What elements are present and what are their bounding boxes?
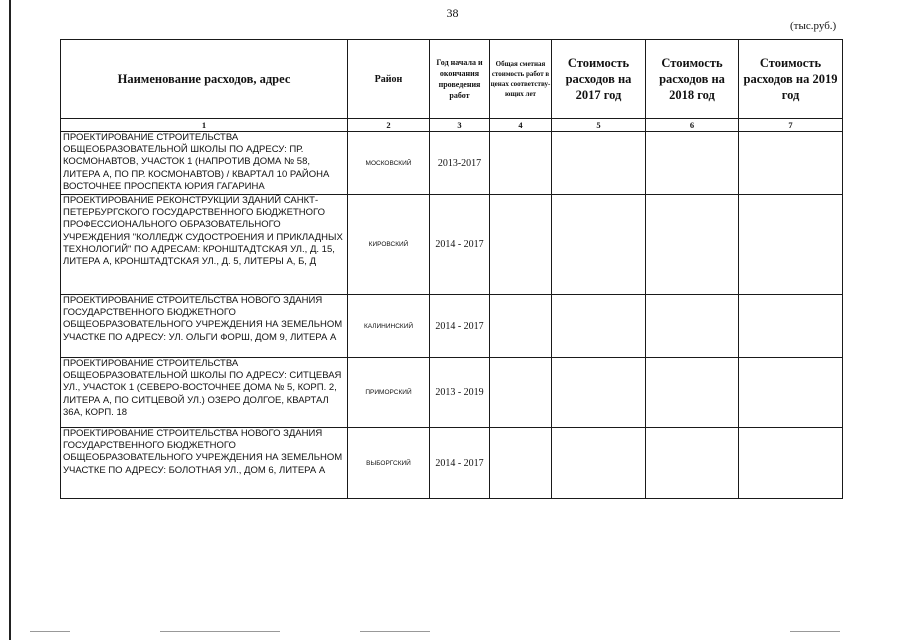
row-district: ВЫБОРГСКИЙ bbox=[348, 428, 430, 499]
row-years: 2014 - 2017 bbox=[430, 295, 490, 358]
row-total-cost bbox=[490, 195, 552, 295]
row-years: 2014 - 2017 bbox=[430, 195, 490, 295]
row-name: ПРОЕКТИРОВАНИЕ СТРОИТЕЛЬСТВА ОБЩЕОБРАЗОВАТЕЛЬНОЙ ШКОЛЫ ПО АДРЕСУ: СИТЦЕВАЯ УЛ., УЧАСТОК 1 (СЕВЕРО-ВОСТОЧНЕЕ ДОМА № 5, КОРП. 2, ЛИТЕРА А, ПО СИТЦЕВОЙ УЛ.) ОЗЕРО ДОЛГОЕ, КВАРТАЛ 36А, КОРП. 18 bbox=[61, 358, 348, 428]
row-total-cost bbox=[490, 132, 552, 195]
table-row bbox=[61, 132, 843, 195]
column-number: 5 bbox=[552, 119, 646, 132]
page-number: 38 bbox=[446, 6, 459, 20]
row-years: 2013-2017 bbox=[430, 132, 490, 195]
row-cost-2017 bbox=[552, 428, 646, 499]
table-row bbox=[61, 428, 843, 499]
row-cost-2018 bbox=[646, 358, 739, 428]
row-district: МОСКОВСКИЙ bbox=[348, 132, 430, 195]
column-number-row bbox=[61, 119, 843, 132]
header-cost-2017: Стоимость расходов на 2017 год bbox=[552, 40, 646, 119]
row-cost-2017 bbox=[552, 195, 646, 295]
row-years: 2013 - 2019 bbox=[430, 358, 490, 428]
header-name: Наименование расходов, адрес bbox=[61, 40, 348, 119]
column-number: 7 bbox=[739, 119, 843, 132]
row-years: 2014 - 2017 bbox=[430, 428, 490, 499]
row-name: ПРОЕКТИРОВАНИЕ РЕКОНСТРУКЦИИ ЗДАНИЙ САНКТ-ПЕТЕРБУРГСКОГО ГОСУДАРСТВЕННОГО БЮДЖЕТНОГО ПРОФЕССИОНАЛЬНОГО ОБРАЗОВАТЕЛЬНОГО УЧРЕЖДЕНИЯ "КОЛЛЕДЖ СУДОСТРОЕНИЯ И ПРИКЛАДНЫХ ТЕХНОЛОГИЙ" ПО АДРЕСАМ: КРОНШТАДТСКАЯ УЛ., Д. 15, ЛИТЕРА А, КРОНШТАДТСКАЯ УЛ., Д. 5, ЛИТЕРЫ А, Б, Д bbox=[61, 195, 348, 295]
scan-noise-mark bbox=[30, 631, 70, 632]
column-number: 4 bbox=[490, 119, 552, 132]
row-cost-2018 bbox=[646, 295, 739, 358]
header-cost-2018: Стоимость расходов на 2018 год bbox=[646, 40, 739, 119]
row-district: ПРИМОРСКИЙ bbox=[348, 358, 430, 428]
row-cost-2017 bbox=[552, 132, 646, 195]
row-cost-2019 bbox=[739, 358, 843, 428]
row-cost-2018 bbox=[646, 195, 739, 295]
row-total-cost bbox=[490, 295, 552, 358]
row-cost-2017 bbox=[552, 358, 646, 428]
row-cost-2019 bbox=[739, 295, 843, 358]
column-number: 1 bbox=[61, 119, 348, 132]
row-name: ПРОЕКТИРОВАНИЕ СТРОИТЕЛЬСТВА НОВОГО ЗДАНИЯ ГОСУДАРСТВЕННОГО БЮДЖЕТНОГО ОБЩЕОБРАЗОВАТЕЛЬНОГО УЧРЕЖДЕНИЯ НА ЗЕМЕЛЬНОМ УЧАСТКЕ ПО АДРЕСУ: УЛ. ОЛЬГИ ФОРШ, ДОМ 9, ЛИТЕРА А bbox=[61, 295, 348, 358]
row-district: КАЛИНИНСКИЙ bbox=[348, 295, 430, 358]
row-cost-2019 bbox=[739, 195, 843, 295]
row-total-cost bbox=[490, 428, 552, 499]
row-name: ПРОЕКТИРОВАНИЕ СТРОИТЕЛЬСТВА ОБЩЕОБРАЗОВАТЕЛЬНОЙ ШКОЛЫ ПО АДРЕСУ: ПР. КОСМОНАВТОВ, УЧАСТОК 1 (НАПРОТИВ ДОМА № 58, ЛИТЕРА А, ПО ПР. КОСМОНАВТОВ) / КВАРТАЛ 10 РАЙОНА ВОСТОЧНЕЕ ПРОСПЕКТА ЮРИЯ ГАГАРИНА bbox=[61, 132, 348, 195]
scan-noise-mark bbox=[360, 631, 430, 632]
row-name: ПРОЕКТИРОВАНИЕ СТРОИТЕЛЬСТВА НОВОГО ЗДАНИЯ ГОСУДАРСТВЕННОГО БЮДЖЕТНОГО ОБЩЕОБРАЗОВАТЕЛЬНОГО УЧРЕЖДЕНИЯ НА ЗЕМЕЛЬНОМ УЧАСТКЕ ПО АДРЕСУ: БОЛОТНАЯ УЛ., ДОМ 6, ЛИТЕРА А bbox=[61, 428, 348, 499]
column-number: 6 bbox=[646, 119, 739, 132]
row-cost-2018 bbox=[646, 428, 739, 499]
row-cost-2019 bbox=[739, 428, 843, 499]
header-years: Год начала и окончания проведения работ bbox=[430, 40, 490, 119]
header-cost-2019: Стоимость расходов на 2019 год bbox=[739, 40, 843, 119]
scan-margin-line bbox=[9, 0, 11, 640]
row-cost-2017 bbox=[552, 295, 646, 358]
row-district: КИРОВСКИЙ bbox=[348, 195, 430, 295]
column-number: 2 bbox=[348, 119, 430, 132]
scan-noise-mark bbox=[790, 631, 840, 632]
header-row bbox=[61, 40, 843, 119]
row-cost-2018 bbox=[646, 132, 739, 195]
column-number: 3 bbox=[430, 119, 490, 132]
row-total-cost bbox=[490, 358, 552, 428]
expenses-table bbox=[60, 39, 843, 499]
table-row bbox=[61, 358, 843, 428]
row-cost-2019 bbox=[739, 132, 843, 195]
scan-noise-mark bbox=[160, 631, 280, 632]
header-district: Район bbox=[348, 40, 430, 119]
table-row bbox=[61, 195, 843, 295]
table-row bbox=[61, 295, 843, 358]
header-total-cost: Общая сметная стоимость работ в ценах соответству-ющих лет bbox=[490, 40, 552, 119]
unit-note: (тыс.руб.) bbox=[790, 20, 837, 32]
